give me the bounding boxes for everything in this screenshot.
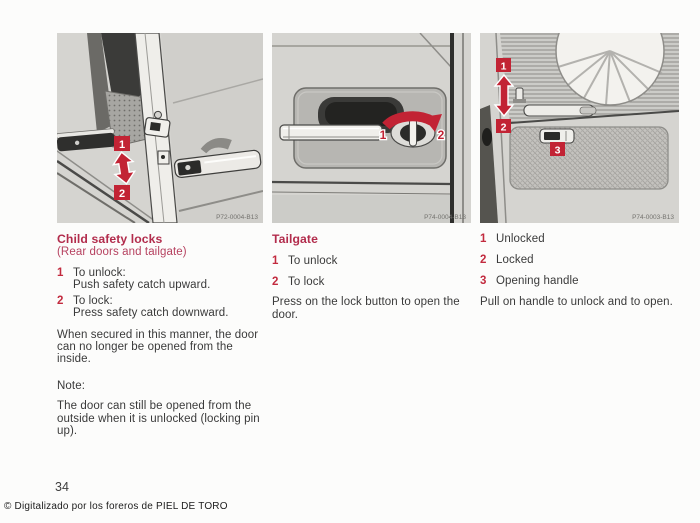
column-opening-handle	[480, 233, 690, 308]
item-number: 3	[480, 274, 487, 287]
marker-2-label: 2	[437, 128, 445, 142]
marker-1-label: 1	[118, 139, 126, 151]
marker-1-label: 1	[500, 60, 507, 73]
marker-3-label: 3	[554, 144, 561, 157]
tailgate-lock-illustration	[272, 33, 471, 223]
item-number: 1	[272, 254, 279, 267]
item-number: 2	[480, 253, 487, 266]
item-detail: Press safety catch downward.	[73, 307, 229, 320]
tailgate-inner-handle-illustration	[480, 33, 679, 223]
child-safety-lock-illustration	[57, 33, 263, 223]
body-paragraph: The door can still be opened from the outside when it is unlocked (locking pin up).	[57, 400, 260, 438]
list-item	[480, 254, 690, 266]
item-label: To lock:	[73, 294, 113, 307]
item-label: Locked	[496, 253, 534, 266]
body-paragraph: When secured in this manner, the door can no longer be opened from the inside.	[57, 328, 259, 366]
item-number: 2	[57, 294, 64, 307]
list-item	[480, 275, 690, 287]
marker-2-label: 2	[118, 188, 126, 200]
list-item	[272, 255, 482, 267]
marker-1-label: 1	[379, 128, 387, 142]
item-label: To lock	[288, 275, 325, 288]
opening-handle	[540, 129, 574, 143]
trim-panel	[510, 127, 668, 189]
figure-child-safety-lock	[57, 33, 263, 223]
note-label: Note:	[57, 379, 85, 392]
body-paragraph: Pull on handle to unlock and to open.	[480, 295, 673, 308]
list-item	[57, 267, 267, 292]
list-item	[57, 295, 267, 320]
page-number: 34	[55, 480, 69, 494]
tailgate-handle	[280, 125, 382, 140]
figure-caption: P74-0004-B13	[424, 214, 466, 221]
item-number: 2	[272, 275, 279, 288]
section-heading: Child safety locks	[57, 232, 163, 246]
marker-2-label: 2	[500, 121, 507, 134]
hinge-strip	[524, 105, 596, 116]
section-subheading: (Rear doors and tailgate)	[57, 245, 187, 258]
figure-tailgate-inner-handle	[480, 33, 679, 223]
list-item	[272, 276, 482, 288]
list-item	[480, 233, 690, 245]
item-label: Opening handle	[496, 274, 579, 287]
watermark-text: © Digitalizado por los foreros de PIEL DE TORO	[4, 501, 228, 512]
column-child-safety-locks	[57, 233, 267, 437]
figure-caption: P74-0003-B13	[632, 214, 674, 221]
figure-tailgate-lock	[272, 33, 471, 223]
section-heading: Tailgate	[272, 232, 318, 246]
body-paragraph: Press on the lock button to open the door.	[272, 296, 460, 321]
column-tailgate	[272, 233, 482, 321]
item-label: To unlock	[288, 254, 338, 267]
item-number: 1	[480, 233, 487, 245]
item-label: Unlocked	[496, 233, 545, 245]
item-detail: Push safety catch upward.	[73, 279, 211, 292]
item-label: To unlock:	[73, 267, 126, 279]
figure-caption: P72-0004-B13	[216, 214, 258, 221]
item-number: 1	[57, 267, 64, 279]
